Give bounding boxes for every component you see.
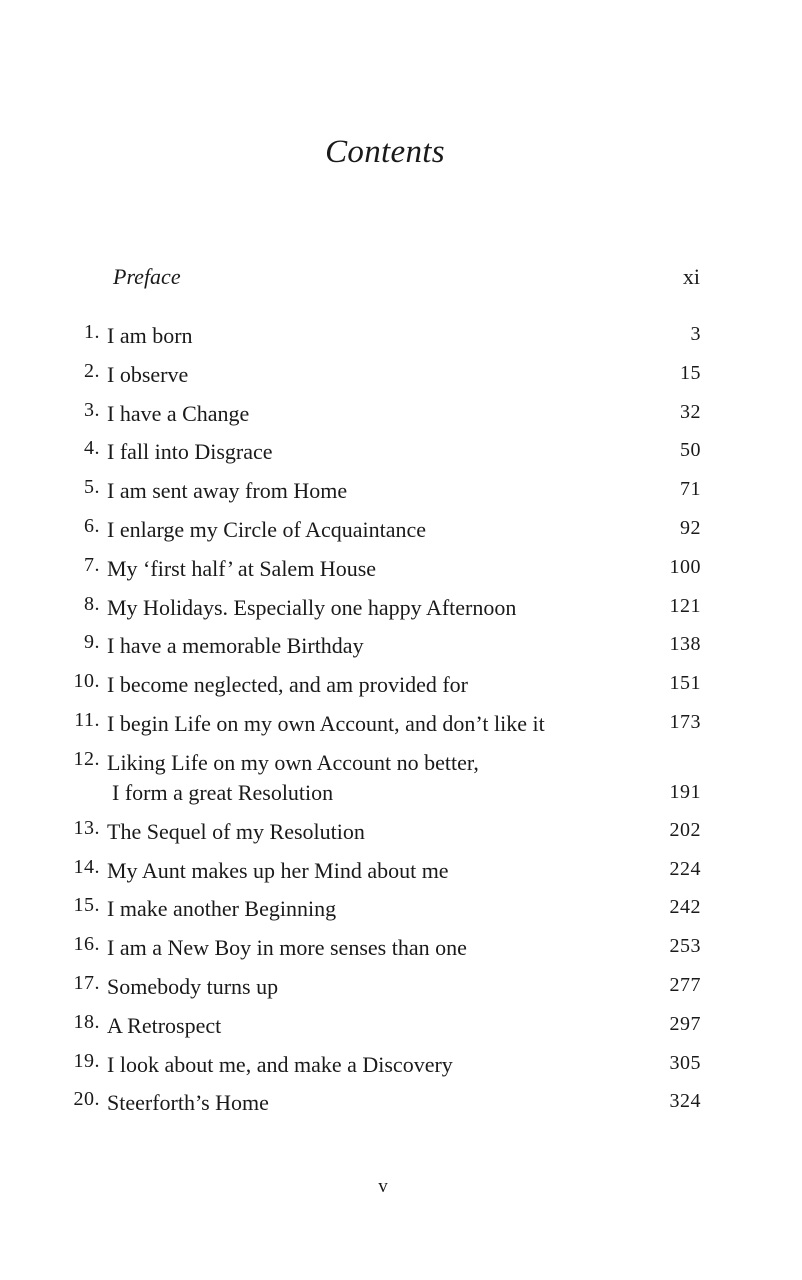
contents-entry — [0, 972, 802, 1011]
chapter-page-number: 138 — [669, 633, 701, 656]
chapter-number: 4. — [84, 437, 100, 460]
chapter-number: 1. — [84, 321, 100, 343]
chapter-title-line-1: Liking Life on my own Account no better, — [107, 749, 479, 775]
chapter-number: 8. — [84, 592, 100, 615]
contents-entry — [0, 748, 802, 817]
contents-list — [0, 321, 802, 1127]
contents-entry — [0, 933, 802, 972]
chapter-title: I begin Life on my own Account, and don’t like it — [107, 710, 545, 736]
contents-entry — [0, 437, 802, 476]
chapter-number: 19. — [73, 1049, 100, 1072]
contents-entry — [0, 593, 802, 632]
preface-entry — [0, 264, 802, 294]
chapter-page-number: 277 — [669, 973, 701, 996]
chapter-title-line-2: I form a great Resolution — [112, 779, 334, 805]
chapter-title: My ‘first half’ at Salem House — [107, 555, 377, 581]
chapter-page-number: 242 — [669, 896, 701, 919]
chapter-page-number: 151 — [669, 672, 701, 695]
chapter-number: 9. — [84, 631, 100, 654]
chapter-number: 13. — [73, 816, 100, 839]
contents-entry — [0, 709, 802, 748]
chapter-title: Steerforth’s Home — [107, 1090, 269, 1116]
chapter-page-number: 100 — [669, 555, 701, 578]
chapter-page-number: 253 — [669, 935, 701, 958]
chapter-page-number: 202 — [669, 818, 701, 841]
chapter-title: My Holidays. Especially one happy Afternoon — [107, 594, 517, 620]
chapter-page-number: 191 — [669, 780, 701, 803]
contents-entry — [0, 476, 802, 515]
chapter-number: 10. — [73, 670, 100, 693]
preface-page-number: xi — [682, 264, 700, 289]
chapter-title: I become neglected, and am provided for — [107, 672, 469, 698]
contents-entry — [0, 631, 802, 670]
preface-label: Preface — [113, 264, 181, 289]
contents-entry — [0, 670, 802, 709]
chapter-number: 2. — [84, 359, 100, 382]
chapter-title: I enlarge my Circle of Acquaintance — [107, 516, 427, 542]
chapter-page-number: 50 — [680, 439, 701, 462]
chapter-page-number: 121 — [669, 594, 701, 617]
page-folio: v — [378, 1176, 388, 1197]
chapter-page-number: 305 — [669, 1051, 701, 1074]
contents-entry — [0, 856, 802, 895]
chapter-title: Somebody turns up — [107, 973, 279, 999]
chapter-number: 11. — [74, 708, 100, 731]
chapter-number: 5. — [84, 476, 100, 499]
contents-entry — [0, 1050, 802, 1089]
chapter-number: 17. — [73, 971, 100, 994]
contents-entry — [0, 554, 802, 593]
chapter-title: I have a memorable Birthday — [107, 633, 364, 659]
chapter-page-number: 92 — [680, 516, 701, 539]
chapter-number: 7. — [84, 553, 100, 576]
chapter-title — [107, 748, 627, 808]
chapter-number: 14. — [73, 855, 100, 878]
chapter-title: A Retrospect — [107, 1012, 222, 1038]
chapter-page-number: 324 — [669, 1090, 701, 1113]
chapter-page-number: 32 — [680, 400, 701, 423]
chapter-number: 12. — [73, 747, 100, 770]
contents-entry — [0, 1011, 802, 1050]
page-title: Contents — [325, 134, 445, 170]
chapter-title: The Sequel of my Resolution — [107, 818, 365, 844]
contents-entry — [0, 817, 802, 856]
chapter-title: I look about me, and make a Discovery — [107, 1051, 453, 1077]
chapter-number: 16. — [73, 933, 100, 956]
chapter-title: I fall into Disgrace — [107, 439, 273, 465]
contents-entry — [0, 321, 802, 360]
chapter-number: 20. — [73, 1088, 100, 1111]
chapter-page-number: 224 — [669, 857, 701, 880]
chapter-number: 3. — [84, 398, 100, 421]
chapter-title: I have a Change — [107, 400, 250, 426]
chapter-number: 15. — [73, 894, 100, 917]
chapter-title: I am born — [107, 323, 193, 348]
chapter-page-number: 297 — [669, 1012, 701, 1035]
contents-entry — [0, 1088, 802, 1127]
chapter-page-number: 173 — [669, 710, 701, 733]
chapter-title: I observe — [107, 361, 189, 387]
chapter-title: I am sent away from Home — [107, 478, 348, 504]
chapter-page-number: 71 — [680, 478, 701, 501]
chapter-title: I make another Beginning — [107, 896, 337, 922]
chapter-number: 18. — [73, 1010, 100, 1033]
contents-entry — [0, 894, 802, 933]
chapter-number: 6. — [84, 514, 100, 537]
contents-entry — [0, 360, 802, 399]
chapter-page-number: 3 — [690, 323, 701, 345]
chapter-title: My Aunt makes up her Mind about me — [107, 857, 449, 883]
contents-entry — [0, 515, 802, 554]
chapter-title: I am a New Boy in more senses than one — [107, 935, 467, 961]
chapter-page-number: 15 — [680, 361, 701, 384]
contents-entry — [0, 399, 802, 438]
